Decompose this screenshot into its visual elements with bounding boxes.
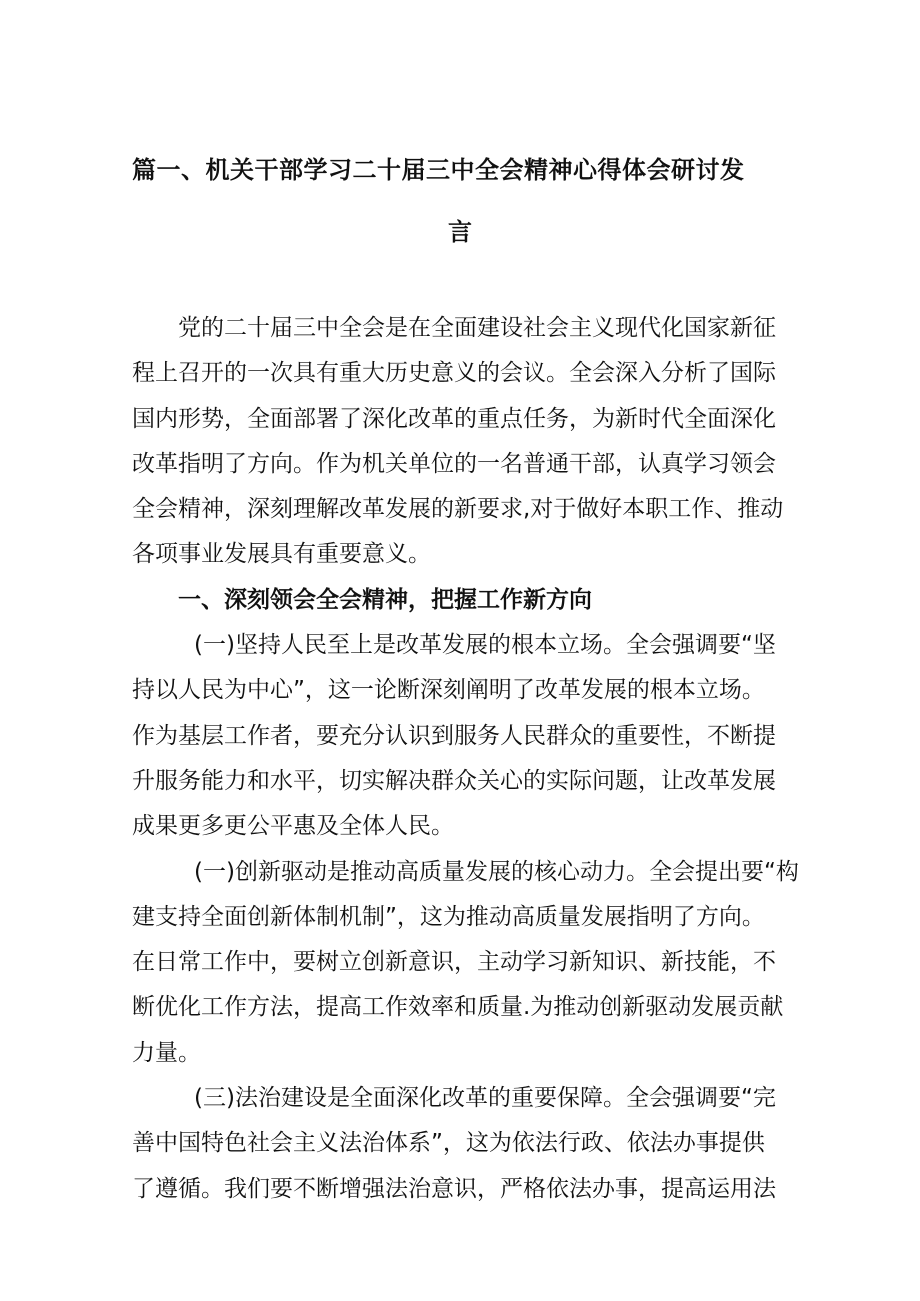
paragraph-line: 成果更多更公平惠及全体人民。 (132, 813, 454, 840)
paragraph-line: 在日常工作中，要树立创新意识，主动学习新知识、新技能，不 (132, 949, 776, 976)
paragraph-line: 持以人民为中心”，这一论断深刻阐明了改革发展的根本立场。 (132, 677, 765, 704)
document-title: 篇一、机关干部学习二十届三中全会精神心得体会研讨发 (132, 156, 745, 184)
paragraph-line: (一)坚持人民至上是改革发展的根本立场。全会强调要“坚 (194, 632, 776, 659)
paragraph-line: 升服务能力和水平，切实解决群众关心的实际问题，让改革发展 (132, 767, 776, 794)
paragraph-line: (一)创新驱动是推动高质量发展的核心动力。全会提出要“构 (194, 858, 799, 885)
paragraph-line: 了遵循。我们要不断增强法治意识，严格依法办事，提高运用法 (132, 1175, 776, 1202)
paragraph-line: 党的二十届三中全会是在全面建设社会主义现代化国家新征 (178, 315, 776, 341)
paragraph-line: 程上召开的一次具有重大历史意义的会议。全会深入分析了国际 (132, 360, 776, 387)
paragraph-line: 全会精神，深刻理解改革发展的新要求,对于做好本职工作、推动 (132, 496, 784, 523)
paragraph-line: 作为基层工作者，要充分认识到服务人民群众的重要性，不断提 (132, 722, 776, 749)
paragraph-line: 断优化工作方法，提高工作效率和质量.为推动创新驱动发展贡献 (132, 994, 784, 1021)
paragraph-line: 改革指明了方向。作为机关单位的一名普通干部，认真学习领会 (132, 450, 776, 477)
paragraph-line: 国内形势，全面部署了深化改革的重点任务，为新时代全面深化 (132, 405, 776, 432)
paragraph-line: 力量。 (132, 1039, 201, 1066)
document-title-continued: 言 (448, 218, 472, 246)
section-heading: 一、深刻领会全会精神，把握工作新方向 (178, 586, 592, 613)
document-body (132, 306, 799, 1212)
paragraph-line: 各项事业发展具有重要意义。 (132, 541, 431, 568)
paragraph-line: 善中国特色社会主义法治体系”，这为依法行政、依法办事提供 (132, 1130, 765, 1157)
paragraph-line: 建支持全面创新体制机制”，这为推动高质量发展指明了方向。 (132, 903, 765, 930)
paragraph-line: (三)法治建设是全面深化改革的重要保障。全会强调要“完 (194, 1085, 776, 1112)
